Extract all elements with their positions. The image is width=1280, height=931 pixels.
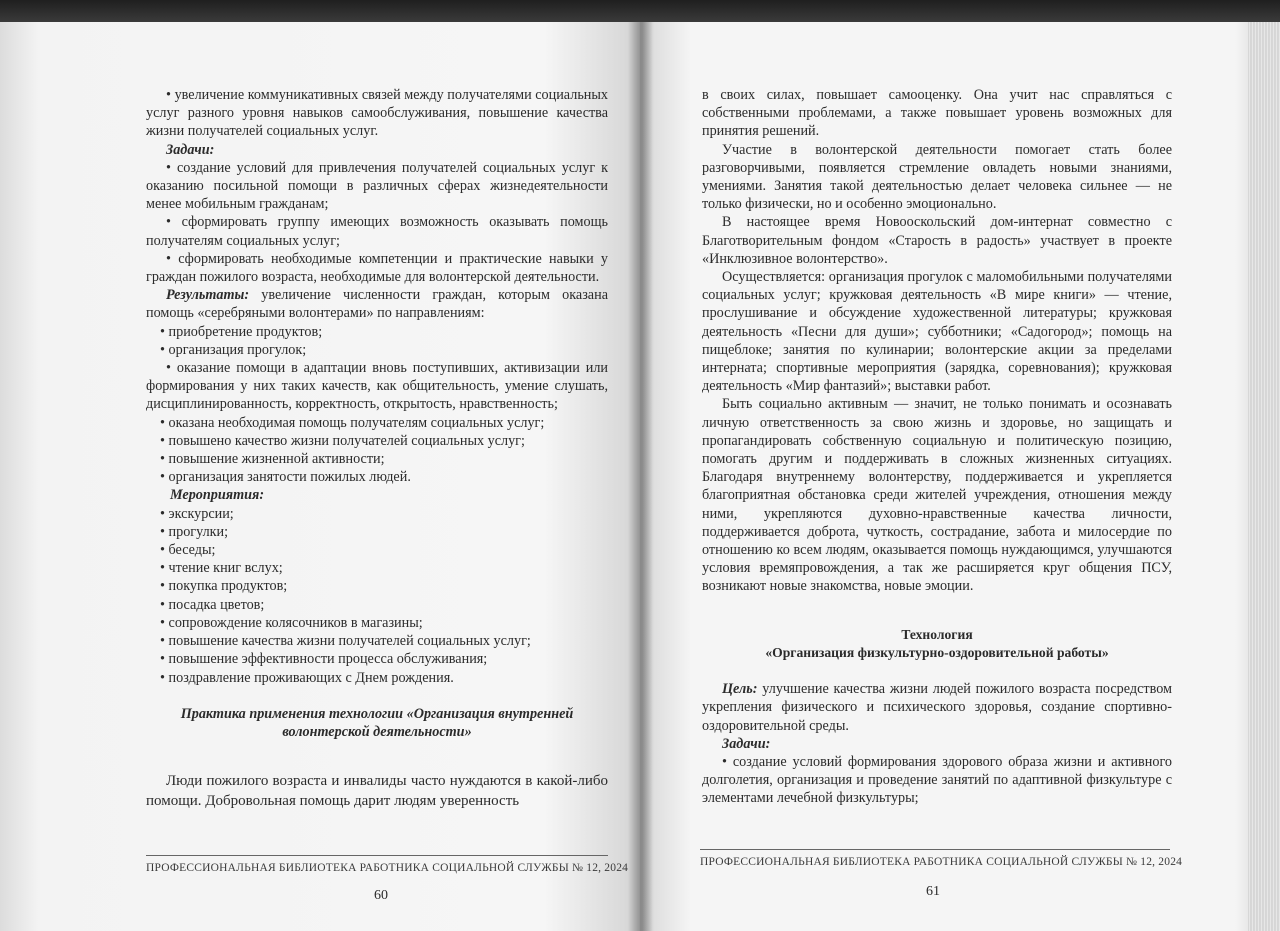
scan-top-edge bbox=[0, 0, 1280, 22]
results-paragraph bbox=[146, 286, 608, 322]
list-item: • повышение жизненной активности; bbox=[146, 450, 608, 468]
list-item: • чтение книг вслух; bbox=[146, 559, 608, 577]
list-item: • сформировать необходимые компетенции и практические навыки у граждан пожилого возраста, необходимые для волонтерской деятельности. bbox=[146, 250, 608, 286]
page-edges bbox=[1248, 14, 1280, 931]
results-text: увеличение численности граждан, которым оказана помощь «серебряными волонтерами» по направлениям: bbox=[146, 287, 608, 322]
goal-text: улучшение качества жизни людей пожилого возраста посредством укрепления физического и психического здоровья, создание спортивно-оздоровительной среды. bbox=[702, 681, 1173, 734]
list-item: • оказание помощи в адаптации вновь поступивших, активизации или формирования у них таких качеств, как общительность, умение слушать, дисциплинированность, корректность, открытость, нравственность; bbox=[146, 359, 608, 414]
list-item: • создание условий для привлечения получателей социальных услуг к оказанию посильной помощи в различных сферах жизнедеятельности менее мобильным гражданам; bbox=[146, 159, 608, 214]
section-title-line-2: волонтерской деятельности» bbox=[282, 723, 472, 740]
list-item: • экскурсии; bbox=[146, 505, 608, 523]
list-item: • повышение качества жизни получателей социальных услуг; bbox=[146, 632, 608, 650]
page-number: 61 bbox=[926, 884, 940, 899]
book-gutter bbox=[628, 14, 654, 931]
footer-rule bbox=[146, 855, 608, 856]
list-item: • повышение эффективности процесса обслуживания; bbox=[146, 650, 608, 668]
list-item: • сформировать группу имеющих возможность оказывать помощь получателям социальных услуг; bbox=[146, 213, 608, 249]
list-item: • прогулки; bbox=[146, 523, 608, 541]
paragraph: Люди пожилого возраста и инвалиды часто нуждаются в какой-либо помощи. Добровольная помощь дарит людям уверенность bbox=[146, 773, 608, 810]
page-number: 60 bbox=[374, 888, 388, 903]
events-heading: Мероприятия: bbox=[170, 487, 265, 504]
tasks-heading: Задачи: bbox=[722, 735, 771, 752]
list-item: • оказана необходимая помощь получателям социальных услуг; bbox=[146, 414, 608, 432]
goal-paragraph bbox=[702, 680, 1172, 735]
list-item: • поздравление проживающих с Днем рождения. bbox=[146, 669, 608, 687]
list-item: • сопровождение колясочников в магазины; bbox=[146, 614, 608, 632]
left-text-column bbox=[146, 86, 608, 811]
paragraph: • увеличение коммуникативных связей между получателями социальных услуг разного уровня навыков самообслуживания, повышение качества жизни получателей социальных услуг. bbox=[146, 86, 608, 141]
technology-title-line-2: «Организация физкультурно-оздоровительной работы» bbox=[765, 644, 1109, 660]
list-item: • повышено качество жизни получателей социальных услуг; bbox=[146, 432, 608, 450]
list-item: • посадка цветов; bbox=[146, 596, 608, 614]
goal-heading: Цель: bbox=[722, 681, 758, 698]
running-footer: ПРОФЕССИОНАЛЬНАЯ БИБЛИОТЕКА РАБОТНИКА СОЦИАЛЬНОЙ СЛУЖБЫ № 12, 2024 bbox=[146, 862, 629, 874]
running-footer: ПРОФЕССИОНАЛЬНАЯ БИБЛИОТЕКА РАБОТНИКА СОЦИАЛЬНОЙ СЛУЖБЫ № 12, 2024 bbox=[700, 856, 1183, 868]
footer-rule bbox=[700, 849, 1170, 850]
tasks-heading: Задачи: bbox=[166, 141, 215, 158]
paragraph: Осуществляется: организация прогулок с маломобильными получателями социальных услуг; кружковая деятельность «В мире книги» — чтение, прослушивание и обсуждение художественной литературы; кружковая деятельность «Песни для души»; субботники; «Садогород»; помощь на пищеблоке; занятия по кулинарии; волонтерские акции за пределами интерната; спортивные мероприятия (зарядка, соревнования); кружковая деятельность «Мир фантазий»; выставки работ. bbox=[702, 269, 1172, 395]
paragraph: Участие в волонтерской деятельности помогает стать более разговорчивыми, появляется стремление овладеть новыми знаниями, умениями. Занятия такой деятельностью делает человека сильнее — не только физически, но и особенно эмоционально. bbox=[702, 141, 1172, 213]
technology-title-line-1: Технология bbox=[901, 626, 973, 642]
list-item: • организация прогулок; bbox=[146, 341, 608, 359]
right-text-column bbox=[702, 86, 1172, 808]
paragraph: В настоящее время Новооскольский дом-интернат совместно с Благотворительным фондом «Старость в радость» участвует в проекте «Инклюзивное волонтерство». bbox=[702, 214, 1172, 267]
section-title-line-1: Практика применения технологии «Организация внутренней bbox=[180, 705, 574, 722]
list-item: • покупка продуктов; bbox=[146, 577, 608, 595]
list-item: • организация занятости пожилых людей. bbox=[146, 468, 608, 486]
paragraph: Быть социально активным — значит, не только понимать и осознавать личную ответственность за свою жизнь и здоровье, но защищать и пропагандировать собственную социальную и политическую позицию, помогать другим и поддерживать в сложных жизненных ситуациях. Благодаря внутреннему волонтерству, поддерживается и укрепляется благоприятная обстановка среди жителей учреждения, отношения между ними, укрепляются духовно-нравственные качества личности, поддерживается доброта, чуткость, сострадание, забота и милосердие по отношению ко всем людям, оказывается помощь нуждающимся, улучшаются условия времяпровождения, а так же расширяется круг общения ПСУ, возникают новые знакомства, новые эмоции. bbox=[702, 396, 1172, 595]
list-item: • беседы; bbox=[146, 541, 608, 559]
paragraph: в своих силах, повышает самооценку. Она учит нас справляться с собственными проблемами, а также повышает уровень возможных для принятия решений. bbox=[702, 87, 1172, 140]
results-heading: Результаты: bbox=[166, 287, 250, 304]
list-item: • создание условий формирования здорового образа жизни и активного долголетия, организация и проведение занятий по адаптивной физкультуре с элементами лечебной физкультуры; bbox=[702, 753, 1172, 808]
list-item: • приобретение продуктов; bbox=[146, 323, 608, 341]
